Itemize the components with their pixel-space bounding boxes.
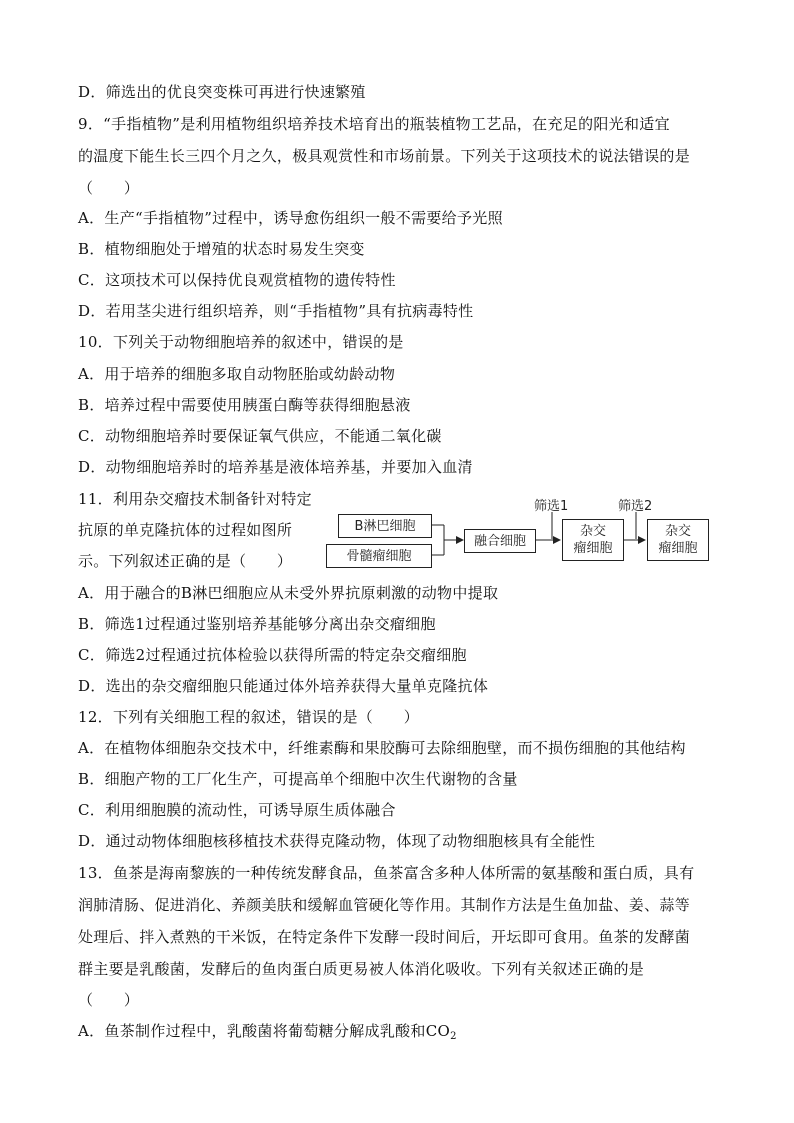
q13-stem-line1: 13．鱼茶是海南黎族的一种传统发酵食品，鱼茶富含多种人体所需的氨基酸和蛋白质，具有 [78,864,695,882]
q9-option-c: C．这项技术可以保持优良观赏植物的遗传特性 [78,271,396,289]
screen1-label: 筛选1 [534,499,569,514]
q10-stem: 10．下列关于动物细胞培养的叙述中，错误的是 [78,333,404,351]
q9-option-b: B．植物细胞处于增殖的状态时易发生突变 [78,240,365,258]
q12-option-d: D．通过动物体细胞核移植技术获得克隆动物，体现了动物细胞核具有全能性 [78,832,596,850]
q13-stem-line3: 处理后、拌入煮熟的干米饭，在特定条件下发酵一段时间后，开坛即可食用。鱼茶的发酵菌 [78,928,691,946]
q13-option-a-text: A．鱼茶制作过程中，乳酸菌将葡萄糖分解成乳酸和CO [78,1022,451,1040]
hybridoma-flow-diagram [322,492,722,572]
q11-option-d: D．选出的杂交瘤细胞只能通过体外培养获得大量单克隆抗体 [78,677,489,695]
q9-answer-blank: （ ） [78,179,140,197]
subscript-2: 2 [450,1031,457,1042]
q11-option-c: C．筛选2过程通过抗体检验以获得所需的特定杂交瘤细胞 [78,646,467,664]
q11-stem-line1: 11．利用杂交瘤技术制备针对特定 [78,490,312,508]
hybridoma-1-line2: 瘤细胞 [573,541,613,556]
q13-answer-blank: （ ） [78,991,140,1009]
q13-option-a [78,1021,457,1047]
screen2-label: 筛选2 [618,499,653,514]
q13-stem-line2: 润肺清肠、促进消化、养颜美肤和缓解血管硬化等作用。其制作方法是生鱼加盐、姜、蒜等 [78,896,691,914]
q11-stem-line2: 抗原的单克隆抗体的过程如图所 [78,521,293,539]
q10-option-d: D．动物细胞培养时的培养基是液体培养基，并要加入血清 [78,458,473,476]
q13-stem-line4: 群主要是乳酸菌，发酵后的鱼肉蛋白质更易被人体消化吸收。下列有关叙述正确的是 [78,960,645,978]
q9-option-d: D．若用茎尖进行组织培养，则“手指植物”具有抗病毒特性 [78,302,474,320]
q10-option-c: C．动物细胞培养时要保证氧气供应，不能通二氧化碳 [78,427,442,445]
hybridoma-box-1 [562,519,624,561]
hybridoma-1-line1: 杂交 [579,524,606,539]
q11-option-b: B．筛选1过程通过鉴别培养基能够分离出杂交瘤细胞 [78,615,436,633]
b-cell-box: B淋巴细胞 [338,514,432,538]
q9-stem-line1: 9．“手指植物”是利用植物组织培养技术培育出的瓶装植物工艺品，在充足的阳光和适宜 [78,115,670,133]
myeloma-box: 骨髓瘤细胞 [326,544,432,568]
q10-option-a: A．用于培养的细胞多取自动物胚胎或幼龄动物 [78,365,396,383]
q12-stem: 12．下列有关细胞工程的叙述，错误的是（ ） [78,708,419,726]
q12-option-c: C．利用细胞膜的流动性，可诱导原生质体融合 [78,801,396,819]
q11-option-a: A．用于融合的B淋巴细胞应从未受外界抗原刺激的动物中提取 [78,584,499,602]
q10-option-b: B．培养过程中需要使用胰蛋白酶等获得细胞悬液 [78,396,411,414]
hybridoma-2-line1: 杂交 [664,524,691,539]
q12-option-b: B．细胞产物的工厂化生产，可提高单个细胞中次生代谢物的含量 [78,770,518,788]
hybridoma-2-line2: 瘤细胞 [658,541,698,556]
hybridoma-box-2 [647,519,709,561]
q9-stem-line2: 的温度下能生长三四个月之久，极具观赏性和市场前景。下列关于这项技术的说法错误的是 [78,147,691,165]
q9-option-a: A．生产“手指植物”过程中，诱导愈伤组织一般不需要给予光照 [78,209,503,227]
fused-cell-box: 融合细胞 [464,529,536,553]
q8-option-d: D．筛选出的优良突变株可再进行快速繁殖 [78,83,366,101]
q11-stem-line3: 示。下列叙述正确的是（ ） [78,552,293,570]
q12-option-a: A．在植物体细胞杂交技术中，纤维素酶和果胶酶可去除细胞壁，而不损伤细胞的其他结构 [78,739,686,757]
